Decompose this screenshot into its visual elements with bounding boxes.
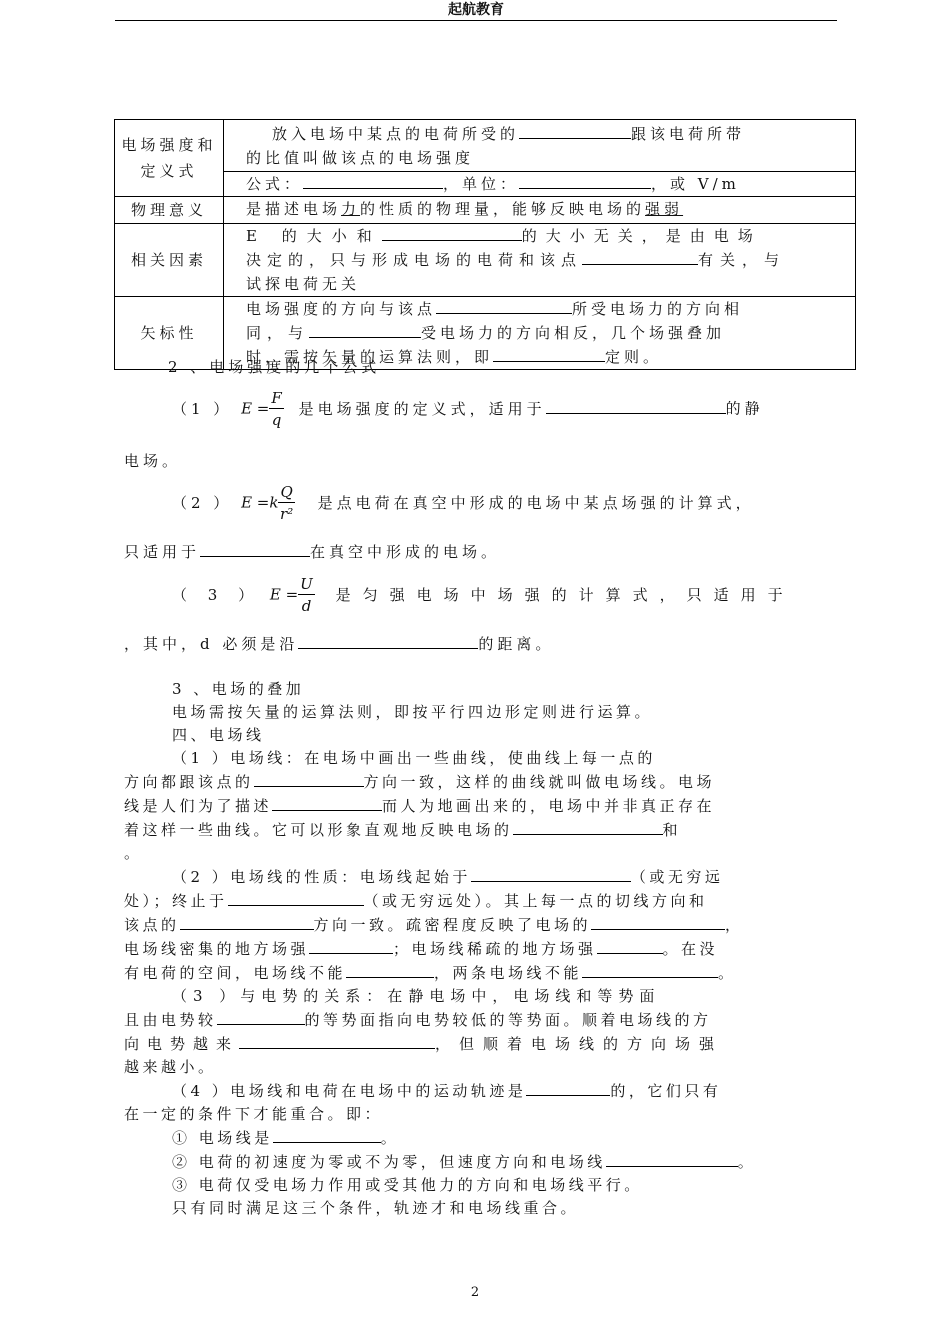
blank-field[interactable] bbox=[606, 1150, 738, 1167]
blank-field[interactable] bbox=[273, 1126, 381, 1143]
page-header: 起航教育 bbox=[115, 0, 837, 21]
field-line-paragraph-1: （1 ）电场线：在电场中画出一些曲线，使曲线上每一点的 方向都跟该点的 方向一致，这样的曲线就叫做电场线。电场 线是人们为了描述 而人为地画出来的，电场中并非真正存在 着这样一些曲线。它可以形象直观地反映电场的 和 。 bbox=[124, 749, 716, 862]
blank-field[interactable] bbox=[346, 961, 434, 978]
blank-field[interactable] bbox=[382, 224, 522, 241]
row-formula-text: 公式： ，单位： ，或 V/m bbox=[224, 171, 856, 196]
formula-2-line: （2 ） E =k $\frac{Q}{\text{r²}}$ 是点电荷在真空中形成的电场中某点场强的计算式， bbox=[172, 483, 755, 523]
row-vector-text: 电场强度的方向与该点 所受电场力的方向相 同，与 受电场力的方向相反，几个场强叠加 时，需按矢量的运算法则，即 定则。 bbox=[224, 297, 856, 370]
blank-field[interactable] bbox=[180, 913, 314, 930]
blank-field[interactable] bbox=[272, 794, 382, 811]
blank-field[interactable] bbox=[298, 632, 478, 649]
formula-1-line: （1 ） E = $\frac{F}{q}$ 是电场强度的定义式，适用于 的静 bbox=[172, 389, 764, 429]
formula-2-lhs: E =k bbox=[241, 493, 279, 512]
formula-3-lhs: E = bbox=[269, 585, 299, 604]
blank-field[interactable] bbox=[228, 889, 364, 906]
formula-1-fraction: $\frac{F}{q}$ bbox=[271, 389, 282, 429]
section-3-text: 电场需按矢量的运算法则，即按平行四边形定则进行运算。 bbox=[172, 703, 654, 721]
sections-3-4 bbox=[124, 678, 838, 1220]
formula-1-cont: 电场。 bbox=[124, 452, 182, 470]
formula-3-cont: ，其中，d 必须是沿 的距离。 bbox=[124, 632, 838, 654]
blank-field[interactable] bbox=[582, 248, 698, 265]
row-definition-text: 放入电场中某点的电荷所受的 跟该电荷所带 的比值叫做该点的电场强度 bbox=[224, 120, 856, 172]
formula-2-cont: 只适用于 在真空中形成的电场。 bbox=[124, 540, 838, 562]
row-label-factors: 相关因素 bbox=[115, 224, 224, 297]
blank-field[interactable] bbox=[526, 1079, 610, 1096]
blank-field[interactable] bbox=[519, 122, 631, 139]
blank-field[interactable] bbox=[513, 818, 663, 835]
blank-field[interactable] bbox=[519, 172, 651, 189]
section-2-title: 2 、电场强度的几个公式 bbox=[168, 358, 381, 376]
row-factors-text: E 的大小和 的大小无关，是由电场 决定的，只与形成电场的电荷和该点 有关，与 试探电荷无关 bbox=[224, 224, 856, 297]
section-4-title: 四、电场线 bbox=[172, 726, 265, 744]
blank-field[interactable] bbox=[217, 1008, 305, 1025]
conclusion: 只有同时满足这三个条件，轨迹才和电场线重合。 bbox=[172, 1199, 580, 1217]
blank-field[interactable] bbox=[239, 1032, 435, 1049]
formula-1-lhs: E = bbox=[241, 399, 270, 418]
blank-field[interactable] bbox=[471, 865, 631, 882]
blank-field[interactable] bbox=[436, 297, 572, 314]
blank-field[interactable] bbox=[546, 397, 726, 414]
condition-2: ② 电荷的初速度为零或不为零，但速度方向和电场线 。 bbox=[124, 1150, 838, 1174]
section-3-title: 3 、电场的叠加 bbox=[172, 680, 305, 698]
row-label-vector: 矢标性 bbox=[115, 297, 224, 370]
blank-field[interactable] bbox=[309, 321, 421, 338]
page-number: 2 bbox=[470, 1285, 480, 1300]
blank-field[interactable] bbox=[591, 913, 725, 930]
formula-2-fraction: $\frac{Q}{\text{r²}}$ bbox=[280, 483, 294, 523]
row-label-definition: 电场强度和定义式 bbox=[115, 120, 224, 197]
formula-3-line: （ 3 ） E = $\frac{U}{d}$ 是匀强电场中场强的计算式，只适用于 bbox=[172, 575, 795, 615]
blank-field[interactable] bbox=[309, 937, 393, 954]
blank-field[interactable] bbox=[254, 770, 364, 787]
blank-field[interactable] bbox=[303, 172, 443, 189]
field-line-paragraph-4: （4 ）电场线和电荷在电场中的运动轨迹是 的，它们只有 在一定的条件下才能重合。即： bbox=[124, 1079, 838, 1126]
row-meaning-text: 是描述电场力的性质的物理量，能够反映电场的强弱 bbox=[224, 197, 856, 224]
blank-field[interactable] bbox=[582, 961, 718, 978]
formula-3-fraction: $\frac{U}{d}$ bbox=[300, 575, 313, 615]
blank-field[interactable] bbox=[200, 540, 310, 557]
field-line-paragraph-2: （2 ）电场线的性质：电场线起始于 （或无穷远 处）；终止于 （或无穷远处）。其上每一点的切线方向和 该点的 方向一致。疏密程度反映了电场的 ， 电场线密集的地方场强 ；电场线稀疏的地方场强 。在没 有电荷的空间，电场线不能 ，两条电场线不能 。 bbox=[124, 865, 838, 985]
blank-field[interactable] bbox=[597, 937, 663, 954]
condition-1: ① 电场线是 。 bbox=[124, 1126, 838, 1150]
condition-3: ③ 电荷仅受电场力作用或受其他力的方向和电场线平行。 bbox=[172, 1176, 643, 1194]
field-line-paragraph-3: （3 ）与电势的关系：在静电场中，电场线和等势面 且由电势较 的等势面指向电势较低的等势面。顺着电场线的方 向电势越来 ，但顺着电场线的方向场强 越来越小。 bbox=[124, 987, 724, 1076]
row-label-meaning: 物理意义 bbox=[115, 197, 224, 224]
electric-field-table bbox=[114, 119, 856, 370]
